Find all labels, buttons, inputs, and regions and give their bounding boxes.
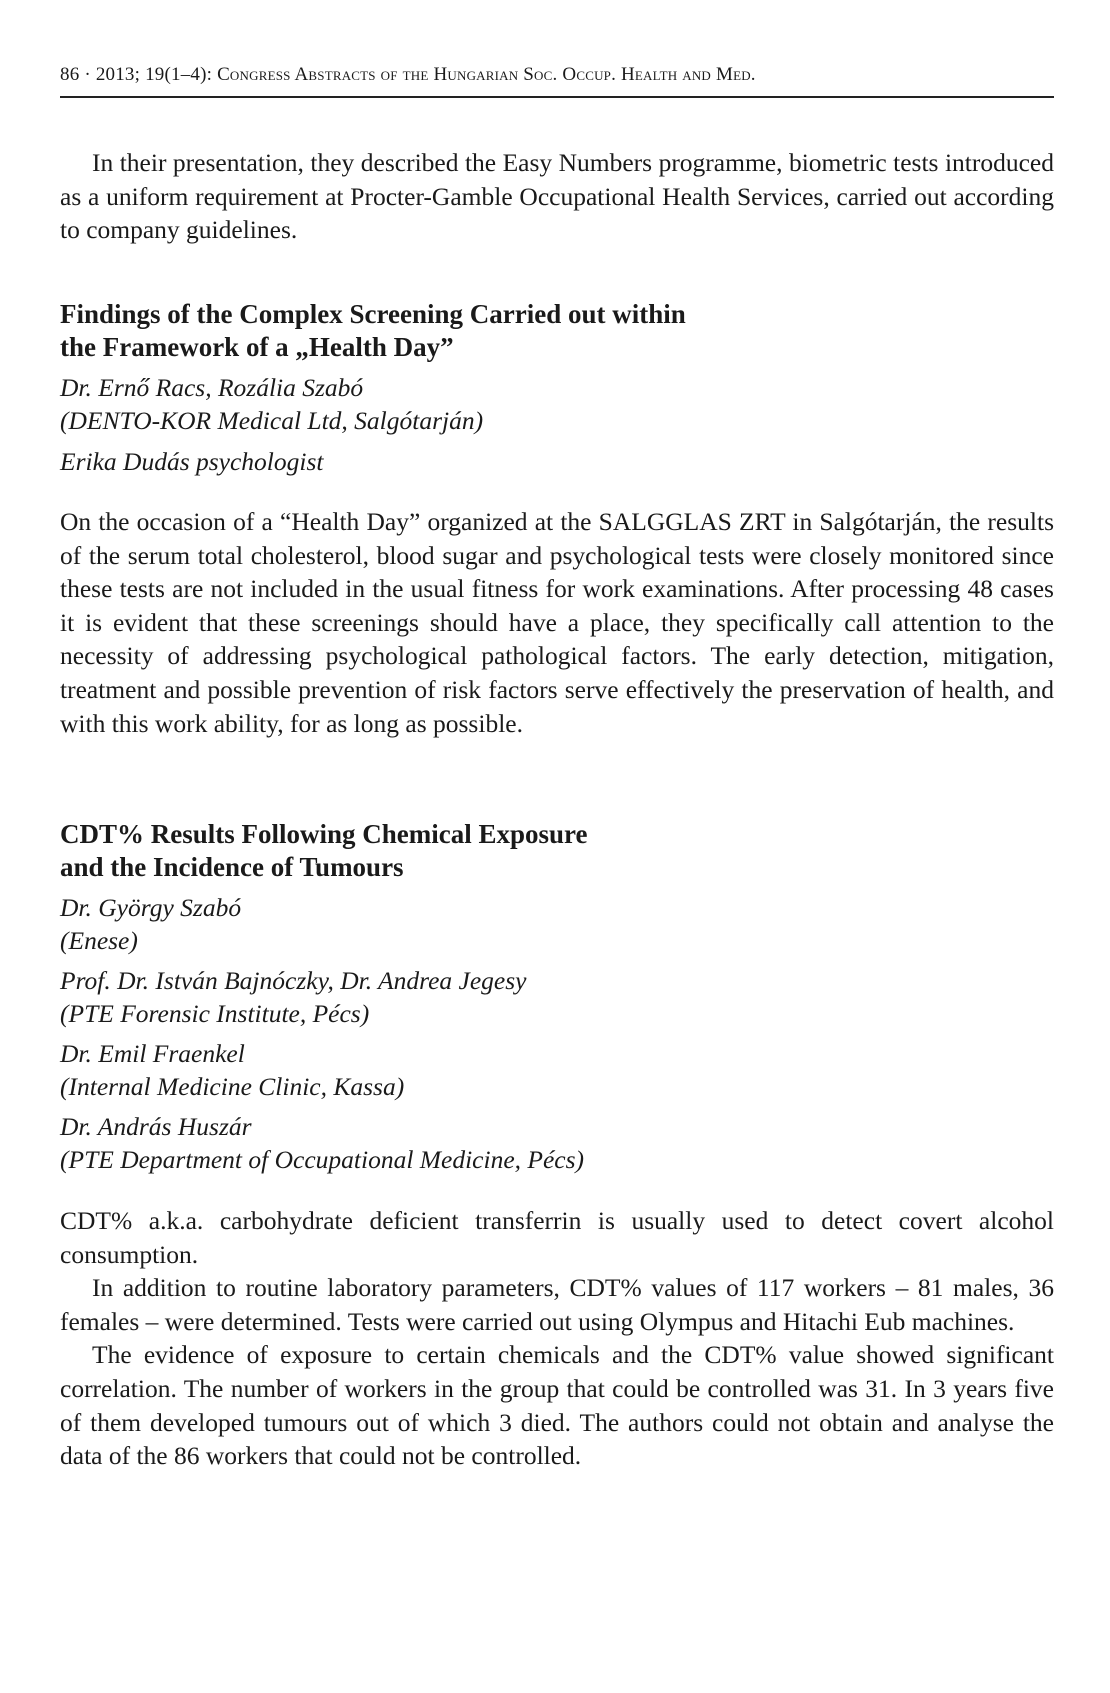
author-affiliation: (Enese) [60,926,138,955]
running-head [60,62,1054,98]
citation: · 2013; 19(1–4): [84,64,218,85]
author-affiliation: (PTE Department of Occupational Medicine, Pécs) [60,1145,585,1174]
intro-block [60,146,1054,247]
author-names: Dr. András Huszár [60,1112,252,1141]
author-group [60,1110,1054,1176]
author-affiliation: (DENTO-KOR Medical Ltd, Salgótarján) [60,406,484,435]
intro-paragraph: In their presentation, they described the Easy Numbers programme, biometric tests introduced as a uniform requirement at Procter-Gamble Occupational Health Services, carried out according to company guidelines. [60,148,1054,245]
author-group [60,445,1054,478]
article-1-authors [60,371,1054,478]
author-names: Prof. Dr. István Bajnóczky, Dr. Andrea Jegesy [60,966,527,995]
author-group [60,1037,1054,1103]
author-names: Dr. Emil Fraenkel [60,1039,245,1068]
journal-title: Congress Abstracts of the Hungarian Soc. Occup. Health and Med. [217,64,756,85]
article-2-body [60,1204,1054,1473]
author-affiliation: (PTE Forensic Institute, Pécs) [60,999,370,1028]
article-1-title-line1: Findings of the Complex Screening Carried out within [60,299,686,329]
article-2-paragraph: The evidence of exposure to certain chemicals and the CDT% value showed significant correlation. The number of workers in the group that could be controlled was 31. In 3 years five of them developed tumours out of which 3 died. The authors could not obtain and analyse the data of the 86 workers that could not be controlled. [60,1340,1054,1471]
article-2-paragraph: CDT% a.k.a. carbohydrate deficient transferrin is usually used to detect covert alcohol consumption. [60,1206,1054,1269]
page-number: 86 [60,64,80,85]
author-group [60,964,1054,1030]
article-2-title-line2: and the Incidence of Tumours [60,852,404,882]
author-names: Dr. György Szabó [60,893,242,922]
author-names: Dr. Ernő Racs, Rozália Szabó [60,373,364,402]
article-2-title [60,818,820,884]
author-group [60,371,1054,437]
article-2 [60,818,1054,1473]
author-group [60,891,1054,957]
article-1-title-line2: the Framework of a „Health Day” [60,332,454,362]
article-1-title [60,298,820,364]
author-names: Erika Dudás psychologist [60,447,324,476]
article-1-paragraph: On the occasion of a “Health Day” organized at the SALGGLAS ZRT in Salgótarján, the results of the serum total cholesterol, blood sugar and psychological tests were closely monitored since these tests are not included in the usual fitness for work examinations. After processing 48 cases it is evident that these screenings should have a place, they specifically call attention to the necessity of addressing psychological pathological factors. The early detection, mitigation, treatment and possible prevention of risk factors serve effectively the preservation of health, and with this work ability, for as long as possible. [60,507,1054,738]
article-2-paragraph: In addition to routine laboratory parameters, CDT% values of 117 workers – 81 males, 36 females – were determined. Tests were carried out using Olympus and Hitachi Eub machines. [60,1273,1054,1336]
article-2-title-line1: CDT% Results Following Chemical Exposure [60,819,588,849]
author-affiliation: (Internal Medicine Clinic, Kassa) [60,1072,405,1101]
running-head-text [60,62,1054,88]
article-2-authors [60,891,1054,1176]
article-1 [60,298,1054,740]
